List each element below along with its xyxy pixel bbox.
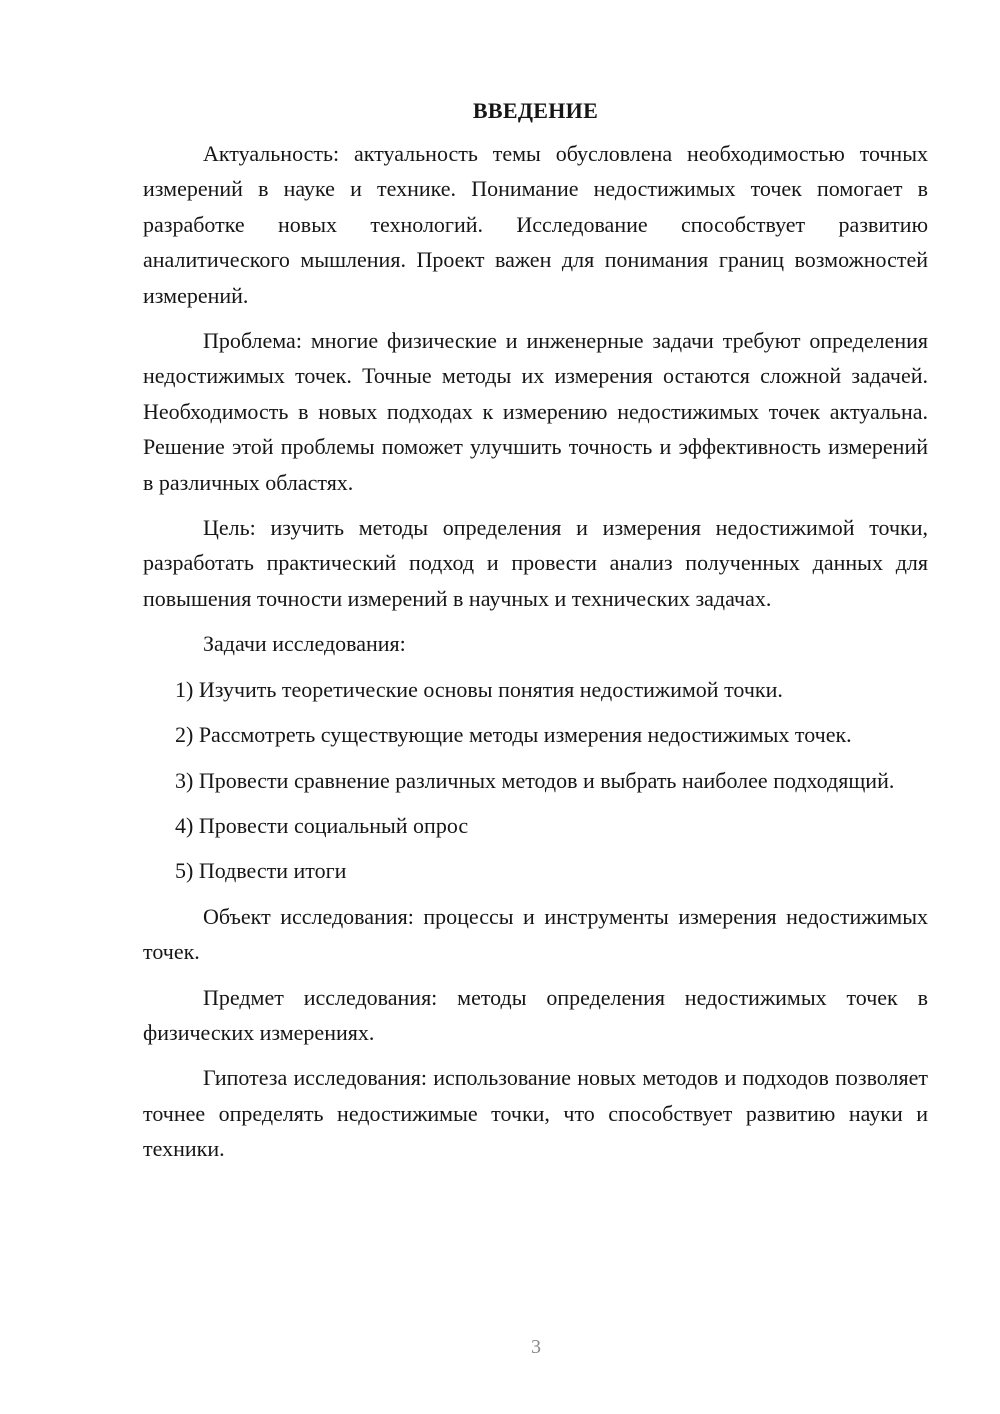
task-item-3: 3) Провести сравнение различных методов и выбрать наиболее подходящий.: [175, 767, 895, 793]
paragraph-hypothesis: Гипотеза исследования: использование новых методов и подходов позволяет точнее определять недостижимые точки, что способствует развитию науки и техники.: [143, 1065, 928, 1162]
task-item-1: 1) Изучить теоретические основы понятия недостижимой точки.: [175, 676, 783, 702]
task-item-5: 5) Подвести итоги: [175, 858, 347, 884]
paragraph-tasks-heading: Задачи исследования:: [203, 631, 406, 657]
paragraph-goal: Цель: изучить методы определения и измерения недостижимой точки, разработать практический подход и провести анализ полученных данных для повышения точности измерений в научных и технических задачах.: [143, 515, 928, 611]
task-item-2: 2) Рассмотреть существующие методы измерения недостижимых точек.: [175, 722, 852, 748]
task-item-4: 4) Провести социальный опрос: [175, 812, 469, 838]
paragraph-object: Объект исследования: процессы и инструменты измерения недостижимых точек.: [143, 903, 928, 965]
paragraph-problem: Проблема: многие физические и инженерные задачи требуют определения недостижимых точек. Точные методы их измерения остаются сложной задачей. Необходимость в новых подходах к измерению недостижимых точек актуальна. Решение этой проблемы поможет улучшить точность и эффективность измерений в различных областях.: [143, 328, 928, 495]
paragraph-subject: Предмет исследования: методы определения недостижимых точек в физических измерениях.: [143, 984, 928, 1045]
page-number: 3: [531, 1336, 541, 1358]
page-content: [143, 94, 928, 1177]
paragraph-relevance: Актуальность: актуальность темы обусловлена необходимостью точных измерений в науке и технике. Понимание недостижимых точек помогает в разработке новых технологий. Исследование способствует развитию аналитического мышления. Проект важен для понимания границ возможностей измерений.: [143, 141, 928, 308]
section-title: ВВЕДЕНИЕ: [472, 98, 599, 123]
